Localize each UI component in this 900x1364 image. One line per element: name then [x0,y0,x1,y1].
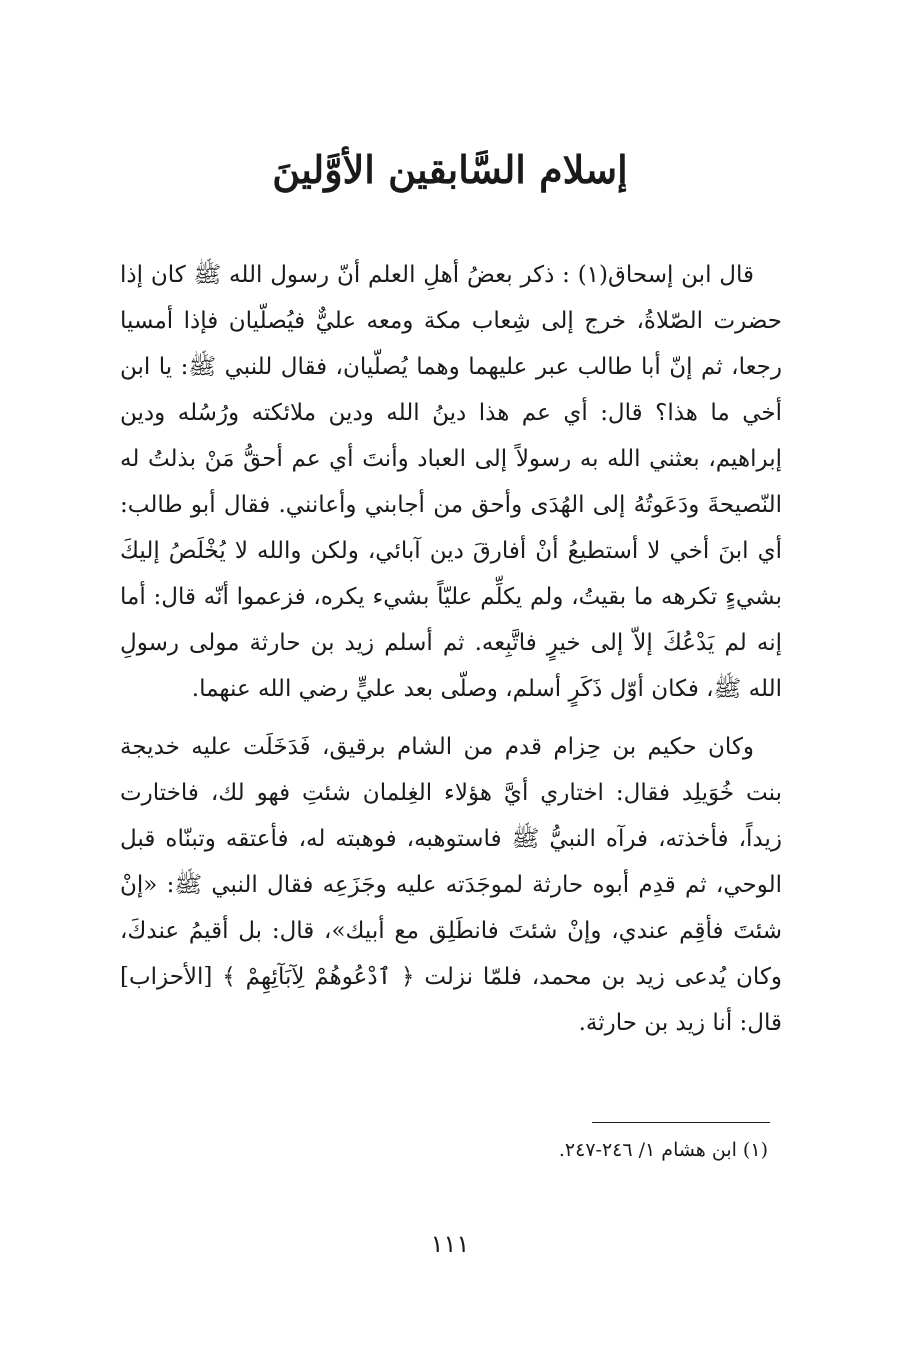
paragraph-1: قال ابن إسحاق(١) : ذكر بعضُ أهلِ العلم أنّ رسول الله ﷺ كان إذا حضرت الصّلاةُ، خرج إلى شِعاب مكة ومعه عليٌّ فيُصلّيان فإذا أمسيا رجعا، ثم إنّ أبا طالب عبر عليهما وهما يُصلّيان، فقال للنبي ﷺ: يا ابن أخي ما هذا؟ قال: أي عم هذا دينُ الله ودين ملائكته ورُسُله ودين إبراهيم، بعثني الله به رسولاً إلى العباد وأنتَ أي عم أحقُّ مَنْ بذلتُ له النّصيحةَ ودَعَوتُهُ إلى الهُدَى وأحق من أجابني وأعانني. فقال أبو طالب: أي ابنَ أخي لا أستطيعُ أنْ أفارقَ دين آبائي، ولكن والله لا يُخْلَصُ إليكَ بشيءٍ تكرهه ما بقيتُ، ولم يكلِّم عليّاً بشيء يكره، فزعموا أنّه قال: أما إنه لم يَدْعُكَ إلاّ إلى خيرٍ فاتَّبِعه. ثم أسلم زيد بن حارثة مولى رسولِ الله ﷺ، فكان أوّل ذَكَرٍ أسلم، وصلّى بعد عليٍّ رضي الله عنهما. [120,262,782,702]
paragraph-2: وكان حكيم بن حِزام قدم من الشام برقيق، فَدَخَلَت عليه خديجة بنت خُوَيلِد فقال: اختاري أيَّ هؤلاء الغِلمان شئتِ فهو لك، فاختارت زيداً، فأخذته، فرآه النبيُّ ﷺ فاستوهبه، فوهبته له، فأعتقه وتبنّاه قبل الوحي، ثم قدِم أبوه حارثة لموجَدَته عليه وجَزَعِه فقال النبي ﷺ: «إنْ شئتَ فأقِم عندي، وإنْ شئتَ فانطَلِق مع أبيك»، قال: بل أقيمُ عندكَ، وكان يُدعى زيد بن محمد، فلمّا نزلت ﴿ ٱدْعُوهُمْ لِآبَآئِهِمْ ﴾ [الأحزاب] قال: أنا زيد بن حارثة. [120,734,782,1036]
chapter-title: إسلام السَّابقين الأوَّلينَ [272,147,628,192]
footnote-divider [592,1122,770,1123]
footnote: (١) ابن هشام ١/ ٢٤٦-٢٤٧. [558,1139,768,1161]
body-text [120,252,782,1046]
page-number: ١١١ [430,1230,470,1258]
